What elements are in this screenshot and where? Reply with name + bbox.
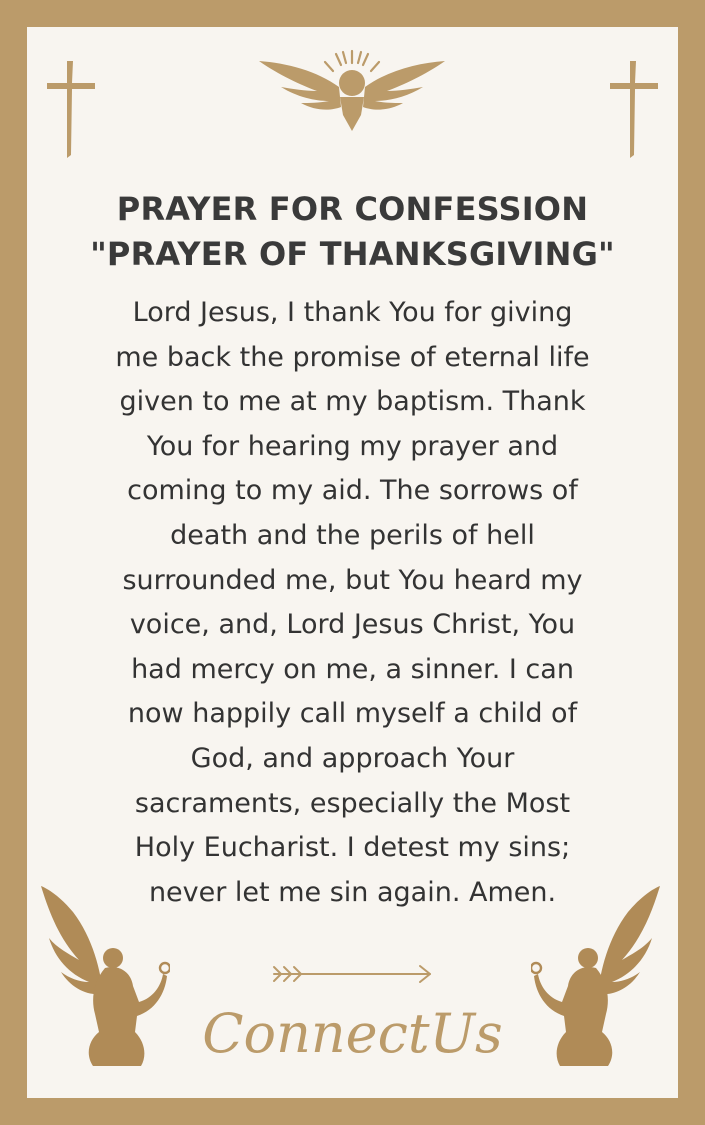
- prayer-card: [27, 27, 678, 1098]
- cross-icon: [43, 59, 99, 159]
- cross-icon: [606, 59, 662, 159]
- prayer-line: had mercy on me, a sinner. I can: [131, 653, 574, 685]
- prayer-line: me back the promise of eternal life: [115, 341, 590, 373]
- prayer-line: never let me sin again. Amen.: [148, 876, 557, 908]
- prayer-line: sacraments, especially the Most: [134, 787, 571, 819]
- prayer-line: given to me at my baptism. Thank: [119, 386, 586, 418]
- prayer-line: voice, and, Lord Jesus Christ, You: [129, 609, 576, 641]
- prayer-body: [63, 291, 642, 915]
- prayer-line: Holy Eucharist. I detest my sins;: [134, 832, 571, 864]
- prayer-line: surrounded me, but You heard my: [122, 564, 583, 596]
- brand-logo: ConnectUs: [202, 1002, 503, 1065]
- prayer-line: You for hearing my prayer and: [146, 430, 559, 462]
- winged-sun-emblem-icon: [257, 41, 447, 133]
- title-line-1: PRAYER FOR CONFESSION: [116, 190, 589, 228]
- prayer-line: Lord Jesus, I thank You for giving: [132, 297, 573, 328]
- prayer-line: now happily call myself a child of: [127, 698, 578, 730]
- prayer-line: coming to my aid. The sorrows of: [127, 475, 578, 507]
- title-line-2: "PRAYER OF THANKSGIVING": [90, 235, 615, 273]
- prayer-title: [27, 187, 678, 277]
- arrow-right-icon: [270, 963, 435, 985]
- prayer-line: death and the perils of hell: [170, 519, 535, 551]
- prayer-line: God, and approach Your: [190, 742, 515, 774]
